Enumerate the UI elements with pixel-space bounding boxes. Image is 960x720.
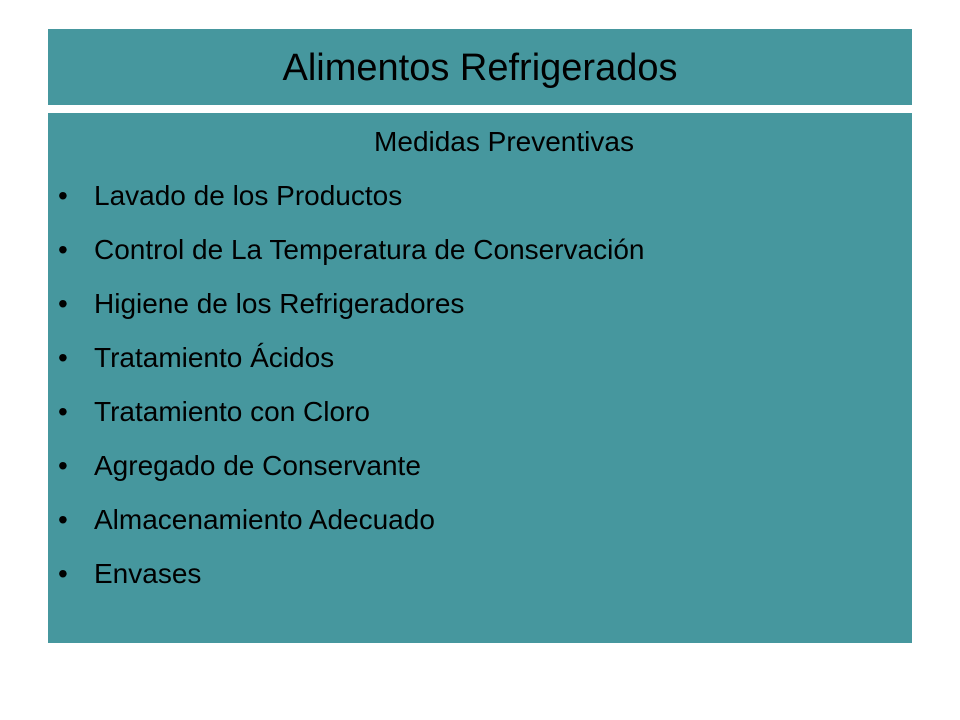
list-item [58,231,644,285]
bullet-list [58,177,644,609]
slide-title: Alimentos Refrigerados [282,47,678,89]
slide-subtitle: Medidas Preventivas [374,126,634,157]
title-box [48,29,912,105]
list-item-label: Agregado de Conservante [94,450,421,481]
list-item [58,285,644,339]
bullet-icon: • [58,234,68,265]
list-item [58,393,644,447]
list-item [58,555,644,609]
list-item-label: Control de La Temperatura de Conservación [94,234,645,265]
list-item-label: Almacenamiento Adecuado [94,504,435,535]
list-item [58,447,644,501]
list-item-label: Tratamiento Ácidos [94,342,335,373]
content-box [48,113,912,643]
list-item-label: Envases [94,558,202,589]
list-item [58,177,644,231]
bullet-icon: • [58,558,68,589]
bullet-icon: • [58,288,68,319]
bullet-icon: • [58,450,68,481]
list-item [58,501,644,555]
bullet-icon: • [58,504,68,535]
bullet-icon: • [58,396,68,427]
list-item-label: Tratamiento con Cloro [94,396,370,427]
list-item-label: Lavado de los Productos [94,180,403,211]
list-item-label: Higiene de los Refrigeradores [94,288,465,319]
bullet-icon: • [58,342,68,373]
bullet-icon: • [58,180,68,211]
list-item [58,339,644,393]
